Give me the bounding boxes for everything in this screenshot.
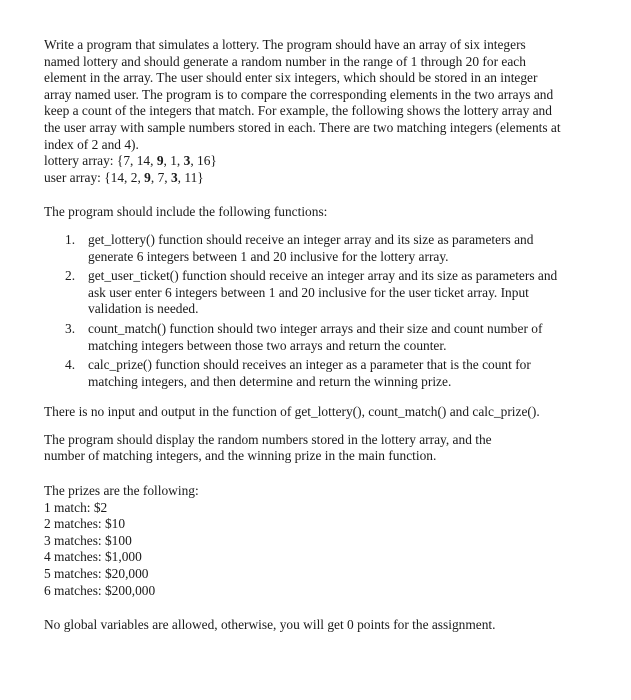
prizes-heading: The prizes are the following: (44, 483, 199, 499)
function-item (44, 232, 624, 265)
function-line: calc_prize() function should receives an integer as a parameter that is the count for (88, 357, 531, 373)
no-io-note: There is no input and output in the function of get_lottery(), count_match() and calc_prize(). (44, 404, 540, 420)
lottery-value: 16 (197, 153, 211, 169)
assignment-page (44, 37, 624, 634)
function-item (44, 321, 624, 354)
function-line: generate 6 integers between 1 and 20 inclusive for the lottery array. (88, 248, 449, 264)
prizes-section (44, 483, 624, 599)
lottery-value: 1 (170, 153, 177, 169)
function-item (44, 268, 624, 318)
function-number: 1. (65, 231, 76, 247)
function-line: count_match() function should two integer arrays and their size and count number of (88, 320, 543, 336)
user-value: 2 (130, 169, 138, 185)
intro-line: index of 2 and 4). (44, 136, 139, 152)
intro-line: array named user. The program is to compare the corresponding elements in the two arrays and (44, 86, 554, 102)
user-value: 7 (157, 169, 165, 185)
display-note-line: number of matching integers, and the winning prize in the main function. (44, 448, 437, 464)
function-line: get_lottery() function should receive an integer array and its size as parameters and (88, 231, 534, 247)
function-line: ask user enter 6 integers between 1 and 20 inclusive for the user ticket array. Input (88, 284, 529, 300)
function-line: matching integers between those two arrays and return the counter. (88, 337, 447, 353)
lottery-value: 7 (123, 153, 131, 169)
user-array-label: user array: { (44, 169, 111, 185)
lottery-array-example: lottery array: {7, 14, 9, 1, 3, 16} (44, 153, 217, 169)
intro-line: element in the array. The user should enter six integers, which should be stored in an integer (44, 70, 538, 86)
prize-item: 2 matches: $10 (44, 516, 126, 532)
intro-line: Write a program that simulates a lottery. The program should have an array of six integers (44, 37, 526, 52)
function-item (44, 357, 624, 390)
function-number: 3. (65, 320, 76, 336)
intro-line: the user array with sample numbers stored in each. There are two matching integers (elements at (44, 119, 561, 135)
intro-line: named lottery and should generate a random number in the range of 1 through 20 for each (44, 53, 526, 69)
display-note-line: The program should display the random numbers stored in the lottery array, and the (44, 431, 492, 447)
intro-line: keep a count of the integers that match. For example, the following shows the lottery array and (44, 103, 552, 119)
user-value-match: 3 (170, 169, 178, 185)
display-note (44, 432, 624, 465)
user-value-match: 9 (144, 169, 151, 185)
prize-item: 6 matches: $200,000 (44, 582, 156, 598)
lottery-array-label: lottery array: { (44, 153, 124, 169)
function-number: 4. (65, 357, 76, 373)
intro-paragraph (44, 37, 624, 186)
lottery-value: 14 (136, 153, 151, 169)
function-line: get_user_ticket() function should receive an integer array and its size as parameters and (88, 268, 558, 284)
user-value: 14 (110, 169, 125, 185)
functions-list (44, 232, 624, 390)
user-value: 11 (184, 169, 198, 185)
prize-item: 4 matches: $1,000 (44, 549, 142, 565)
prize-item: 5 matches: $20,000 (44, 566, 149, 582)
function-line: matching integers, and then determine and return the winning prize. (88, 373, 452, 389)
function-number: 2. (65, 268, 76, 284)
lottery-value-match: 9 (156, 153, 164, 169)
prize-item: 3 matches: $100 (44, 532, 132, 548)
function-line: validation is needed. (88, 301, 199, 317)
prize-item: 1 match: $2 (44, 499, 108, 515)
lottery-value-match: 3 (183, 153, 191, 169)
user-array-example: user array: {14, 2, 9, 7, 3, 11} (44, 169, 204, 185)
functions-heading: The program should include the following functions: (44, 204, 328, 220)
global-variables-note: No global variables are allowed, otherwise, you will get 0 points for the assignment. (44, 617, 496, 633)
